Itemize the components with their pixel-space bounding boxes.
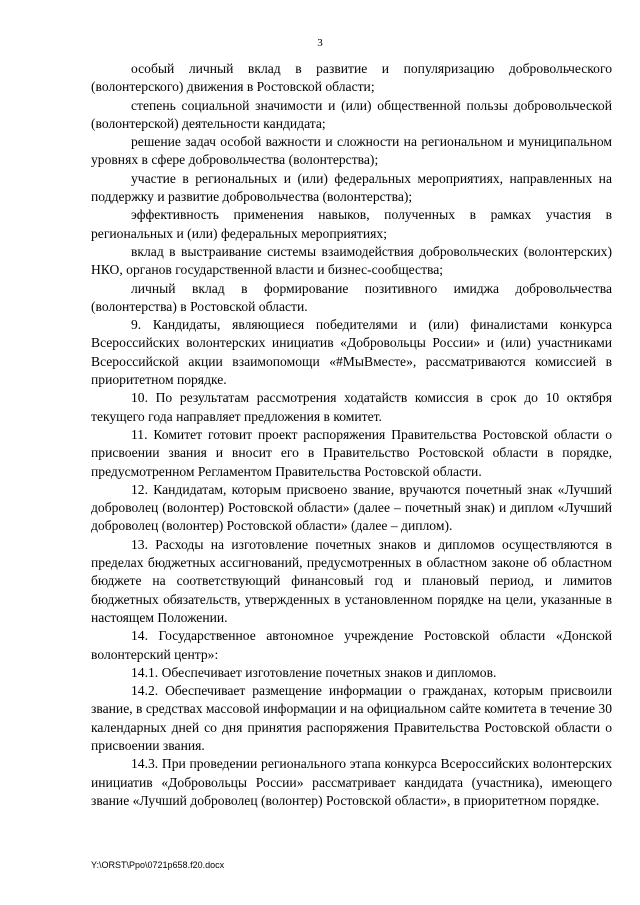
- paragraph-item-13: 13. Расходы на изготовление почетных знаков и дипломов осуществляются в пределах бюджетных ассигнований, предусмотренных в областном законе об областном бюджете на соответствующий финансовый год и плановый период, и лимитов бюджетных обязательств, утвержденных в установленном порядке на цели, указанные в настоящем Положении.: [91, 536, 612, 625]
- paragraph: вклад в выстраивание системы взаимодействия добровольческих (волонтерских) НКО, органов государственной власти и бизнес-сообщества;: [91, 243, 612, 278]
- paragraph-item-12: 12. Кандидатам, которым присвоено звание, вручаются почетный знак «Лучший доброволец (волонтер) Ростовской области» (далее – почетный знак) и диплом «Лучший доброволец (волонтер) Ростовской области» (далее – диплом).: [91, 481, 612, 534]
- paragraph-item-14-3: 14.3. При проведении регионального этапа конкурса Всероссийских волонтерских инициатив «Добровольцы России» рассматривает кандидата (участника), имеющего звание «Лучший доброволец (волонтер) Ростовской области», в приоритетном порядке.: [91, 756, 612, 808]
- paragraph-item-11: 11. Комитет готовит проект распоряжения Правительства Ростовской области о присвоении звания и вносит его в Правительство Ростовской области в порядке, предусмотренном Регламентом Правительства Ростовской области.: [91, 426, 612, 479]
- paragraph-item-14-1: 14.1. Обеспечивает изготовление почетных знаков и дипломов.: [131, 664, 497, 680]
- paragraph: эффективность применения навыков, полученных в рамках участия в региональных и (или) федеральных мероприятиях;: [91, 207, 612, 241]
- page-number: 3: [317, 37, 323, 49]
- paragraph-item-14: 14. Государственное автономное учреждение Ростовской области «Донской волонтерский центр»:: [91, 628, 612, 662]
- paragraph: личный вклад в формирование позитивного имиджа добровольчества (волонтерства) в Ростовской области.: [91, 280, 612, 314]
- paragraph: особый личный вклад в развитие и популяризацию добровольческого (волонтерского) движения в Ростовской области;: [91, 61, 612, 95]
- paragraph-item-9: 9. Кандидаты, являющиеся победителями и (или) финалистами конкурса Всероссийских волонтерских инициатив «Добровольцы России» и (или) участниками Всероссийской акции взаимопомощи «#МыВместе», рассматриваются комиссией в приоритетном порядке.: [91, 317, 612, 388]
- paragraph: участие в региональных и (или) федеральных мероприятиях, направленных на поддержку и развитие добровольчества (волонтерства);: [91, 170, 612, 205]
- paragraph: решение задач особой важности и сложности на региональном и муниципальном уровнях в сфере добровольчества (волонтерства);: [91, 134, 612, 168]
- paragraph-item-14-2: 14.2. Обеспечивает размещение информации о гражданах, которым присвоили звание, в средствах массовой информации и на официальном сайте комитета в течение 30 календарных дней со дня принятия распоряжения Правительства Ростовской области о присвоении звания.: [91, 683, 612, 753]
- paragraph-item-10: 10. По результатам рассмотрения ходатайств комиссия в срок до 10 октября текущего года направляет предложения в комитет.: [91, 390, 612, 424]
- document-body: [91, 60, 612, 810]
- paragraph: степень социальной значимости и (или) общественной пользы добровольческой (волонтерской) деятельности кандидата;: [91, 97, 612, 131]
- file-path-footer: Y:\ORST\Ppo\0721p658.f20.docx: [91, 860, 225, 870]
